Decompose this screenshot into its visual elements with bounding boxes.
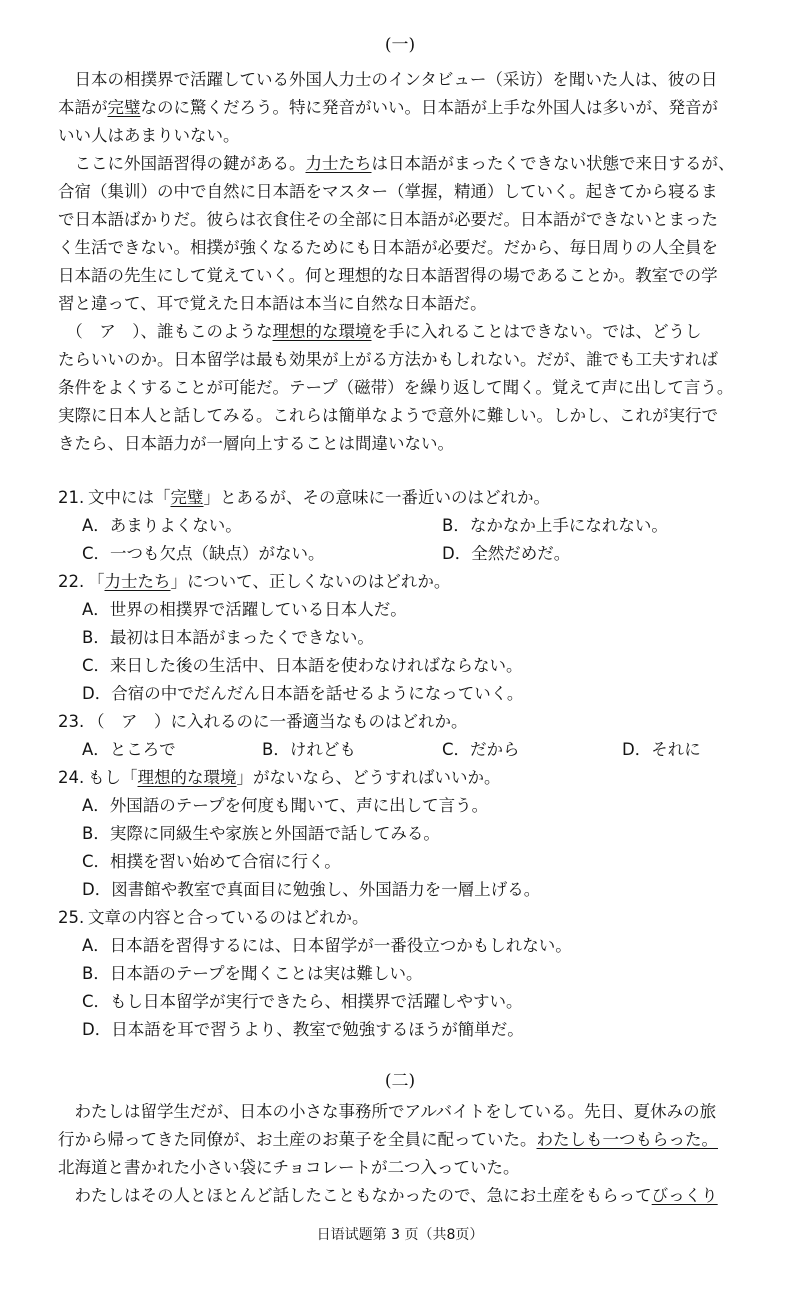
option-row bbox=[58, 540, 778, 568]
option-d[interactable]: D．日本語を耳で習うより、教室で勉強するほうが簡単だ。 bbox=[82, 1020, 524, 1039]
option-b[interactable]: B．日本語のテープを聞くことは実は難しい。 bbox=[82, 964, 423, 983]
option-a[interactable]: A．ところで bbox=[82, 740, 176, 759]
passage-underlined: びっくり bbox=[651, 1186, 718, 1205]
page-footer: 日语试题第 3 页（共8页） bbox=[316, 1227, 484, 1243]
passage-line: 合宿（集训）の中で自然に日本語をマスター（掌握，精通）していく。起きてから寝るま bbox=[58, 182, 718, 201]
stem-underlined: 力士たち bbox=[104, 572, 171, 591]
option-a[interactable]: A．世界の相撲界で活躍している日本人だ。 bbox=[82, 600, 407, 619]
section-1-title: (一) bbox=[384, 35, 416, 55]
passage-underlined: 理想的な環境 bbox=[272, 322, 372, 341]
passage-paragraph-1 bbox=[58, 66, 778, 150]
passage-line bbox=[58, 318, 778, 346]
question-stem bbox=[58, 764, 778, 792]
option-d[interactable]: D．合宿の中でだんだん日本語を話せるようになっていく。 bbox=[82, 684, 524, 703]
stem-text: 「 bbox=[88, 572, 105, 591]
passage-line-segment: わたしは留学生だが、日本の小さな事務所でアルバイトをしている。先日、夏休みの旅 bbox=[58, 1102, 717, 1121]
passage-underlined: 完璧 bbox=[107, 98, 141, 117]
question-number: 23. bbox=[58, 712, 85, 731]
passage-line-segment: ここに外国語習得の鍵がある。 bbox=[58, 154, 306, 173]
passage-line: いい人はあまりいない。 bbox=[58, 126, 240, 145]
stem-text: 」について、正しくないのはどれか。 bbox=[170, 572, 451, 591]
section-2-title: (二) bbox=[384, 1071, 416, 1091]
passage-line bbox=[58, 1182, 778, 1210]
passage-line: 日本の相撲界で活躍している外国人力士のインタビュー（采访）を聞いた人は、彼の日 bbox=[58, 70, 718, 89]
option-c[interactable]: C．来日した後の生活中、日本語を使わなければならない。 bbox=[82, 656, 523, 675]
stem-text: もし「 bbox=[88, 768, 138, 787]
stem-text: 」とあるが、その意味に一番近いのはどれか。 bbox=[203, 488, 550, 507]
passage-2 bbox=[58, 1098, 778, 1210]
option-c[interactable]: C．一つも欠点（缺点）がない。 bbox=[82, 544, 325, 563]
passage-line-segment: は日本語がまったくできない状態で来日するが、 bbox=[371, 154, 735, 173]
question-23 bbox=[58, 708, 778, 764]
question-stem bbox=[58, 484, 778, 512]
option-b[interactable]: B．実際に同級生や家族と外国語で話してみる。 bbox=[82, 824, 440, 843]
passage-line: 条件をよくすることが可能だ。テープ（磁带）を繰り返して聞く。覚えて声に出して言う。 bbox=[58, 378, 734, 397]
option-a[interactable]: A．外国語のテープを何度も聞いて、声に出して言う。 bbox=[82, 796, 489, 815]
stem-underlined: 完璧 bbox=[170, 488, 204, 507]
passage-line: 日本語の先生にして覚えていく。何と理想的な日本語習得の場であることか。教室での学 bbox=[58, 266, 718, 285]
stem-underlined: 理想的な環境 bbox=[137, 768, 237, 787]
question-25 bbox=[58, 904, 778, 1044]
passage-paragraph-2 bbox=[58, 150, 778, 318]
passage-line bbox=[58, 1126, 778, 1154]
passage-line-segment: 本語が bbox=[58, 98, 108, 117]
option-d[interactable]: D．それに bbox=[622, 740, 701, 759]
option-d[interactable]: D．図書館や教室で真面目に勉強し、外国語力を一層上げる。 bbox=[82, 880, 541, 899]
passage-line-segment: なのに驚くだろう。特に発音がいい。日本語が上手な外国人は多いが、発音が bbox=[140, 98, 718, 117]
option-a[interactable]: A．日本語を習得するには、日本留学が一番役立つかもしれない。 bbox=[82, 936, 572, 955]
option-c[interactable]: C．だから bbox=[442, 740, 520, 759]
passage-line: 習と違って、耳で覚えた日本語は本当に自然な日本語だ。 bbox=[58, 294, 487, 313]
passage-line bbox=[58, 150, 778, 178]
question-24 bbox=[58, 764, 778, 904]
passage-line bbox=[58, 94, 778, 122]
passage-underlined: 力士たち bbox=[305, 154, 372, 173]
option-b[interactable]: B．最初は日本語がまったくできない。 bbox=[82, 628, 374, 647]
option-c[interactable]: C．もし日本留学が実行できたら、相撲界で活躍しやすい。 bbox=[82, 992, 523, 1011]
question-21 bbox=[58, 484, 778, 568]
passage-line-segment: わたしはその人とほとんど話したこともなかったので、急にお土産をもらって bbox=[58, 1186, 652, 1205]
passage-line bbox=[58, 1154, 778, 1182]
option-c[interactable]: C．相撲を習い始めて合宿に行く。 bbox=[82, 852, 341, 871]
question-number: 24. bbox=[58, 768, 85, 787]
passage-underlined: わたしも一つもらった。 bbox=[536, 1130, 718, 1149]
question-22 bbox=[58, 568, 778, 708]
stem-text: 文中には「 bbox=[88, 488, 171, 507]
option-row bbox=[58, 736, 778, 764]
passage-line: 実際に日本人と話してみる。これらは簡単なようで意外に難しい。しかし、これが実行で bbox=[58, 406, 718, 425]
passage-line: で日本語ばかりだ。彼らは衣食住その全部に日本語が必要だ。日本語ができないとまった bbox=[58, 210, 718, 229]
passage-line: きたら、日本語力が一層向上することは間違いない。 bbox=[58, 434, 454, 453]
question-number: 22. bbox=[58, 572, 85, 591]
stem-text: 文章の内容と合っているのはどれか。 bbox=[88, 908, 369, 927]
passage-line-segment: を手に入れることはできない。では、どうし bbox=[371, 322, 702, 341]
passage-line-segment: 北海道と書かれた小さい袋にチョコレートが二つ入っていた。 bbox=[58, 1158, 520, 1177]
passage-line-segment bbox=[58, 98, 718, 117]
passage-line: く生活できない。相撲が強くなるためにも日本語が必要だ。だから、毎日周りの人全員を bbox=[58, 238, 718, 257]
passage-line-segment: （ ア ）、誰もこのような bbox=[58, 322, 273, 341]
question-stem bbox=[58, 904, 778, 932]
passage-paragraph-3 bbox=[58, 318, 778, 458]
option-b[interactable]: B．けれども bbox=[262, 740, 356, 759]
stem-text: （ ア ）に入れるのに一番適当なものはどれか。 bbox=[88, 712, 468, 731]
passage-line bbox=[58, 1098, 778, 1126]
question-stem bbox=[58, 708, 778, 736]
question-stem bbox=[58, 568, 778, 596]
option-a[interactable]: A．あまりよくない。 bbox=[82, 516, 242, 535]
option-d[interactable]: D．全然だめだ。 bbox=[442, 544, 571, 563]
passage-line: たらいいのか。日本留学は最も効果が上がる方法かもしれない。だが、誰でも工夫すれば bbox=[58, 350, 718, 369]
stem-text: 」がないなら、どうすればいいか。 bbox=[236, 768, 501, 787]
option-row bbox=[58, 512, 778, 540]
option-b[interactable]: B．なかなか上手になれない。 bbox=[442, 516, 668, 535]
question-number: 21. bbox=[58, 488, 85, 507]
passage-line-segment: 行から帰ってきた同僚が、お土産のお菓子を全員に配っていた。 bbox=[58, 1130, 537, 1149]
question-number: 25. bbox=[58, 908, 85, 927]
